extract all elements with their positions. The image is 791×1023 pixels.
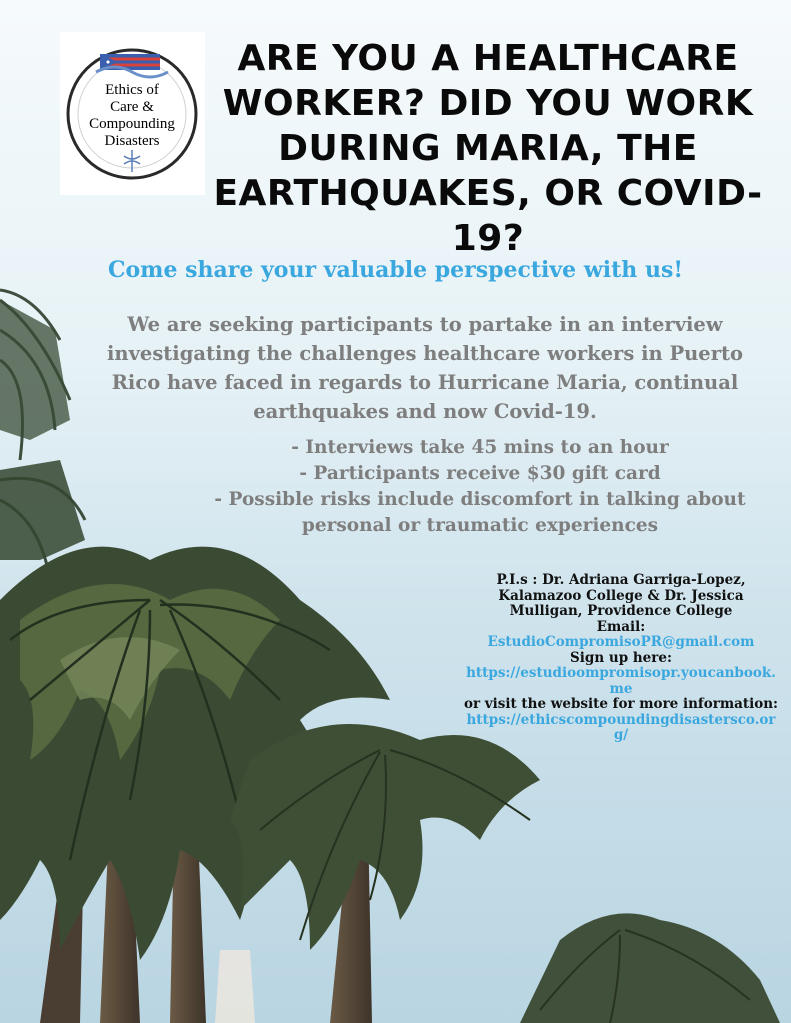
signup-label: Sign up here: [570,649,672,666]
contact-block [462,573,780,744]
website-label: or visit the website for more information: [463,696,779,712]
logo-title-line4: Disasters [104,133,160,149]
bullet-risks: - Possible risks include discomfort in talking about personal or traumatic experiences [214,489,746,536]
email-link[interactable]: EstudioCompromisoPR@gmail.com [487,634,755,650]
bullet-interview-length: - Interviews take 45 mins to an hour [291,437,669,458]
signup-link[interactable]: https://estudioompromisopr.youcanbook.me [466,665,776,697]
bullet-gift-card: - Participants receive $30 gift card [299,463,661,484]
tagline: Come share your valuable perspective with us! [108,257,683,283]
website-link[interactable]: https://ethicscompoundingdisastersco.org/ [466,711,776,743]
ethics-of-care-logo [60,32,205,195]
email-label: Email: [596,618,646,635]
intro-paragraph: We are seeking participants to partake in an interview investigating the challenges healthcare workers in Puerto Rico have faced in regards to Hurricane Maria, continual earthquakes and now Covid-19. [107,313,743,423]
study-details-list [200,435,760,539]
logo-title-line2: Care & [110,99,154,115]
headline: ARE YOU A HEALTHCARE WORKER? DID YOU WORK DURING MARIA, THE EARTHQUAKES, OR COVID-19? [213,38,763,259]
logo-title-line3: Compounding [89,116,175,132]
logo-title-line1: Ethics of [105,82,159,98]
principal-investigators: P.I.s : Dr. Adriana Garriga-Lopez, Kalamazoo College & Dr. Jessica Mulligan, Providence College [496,572,746,619]
